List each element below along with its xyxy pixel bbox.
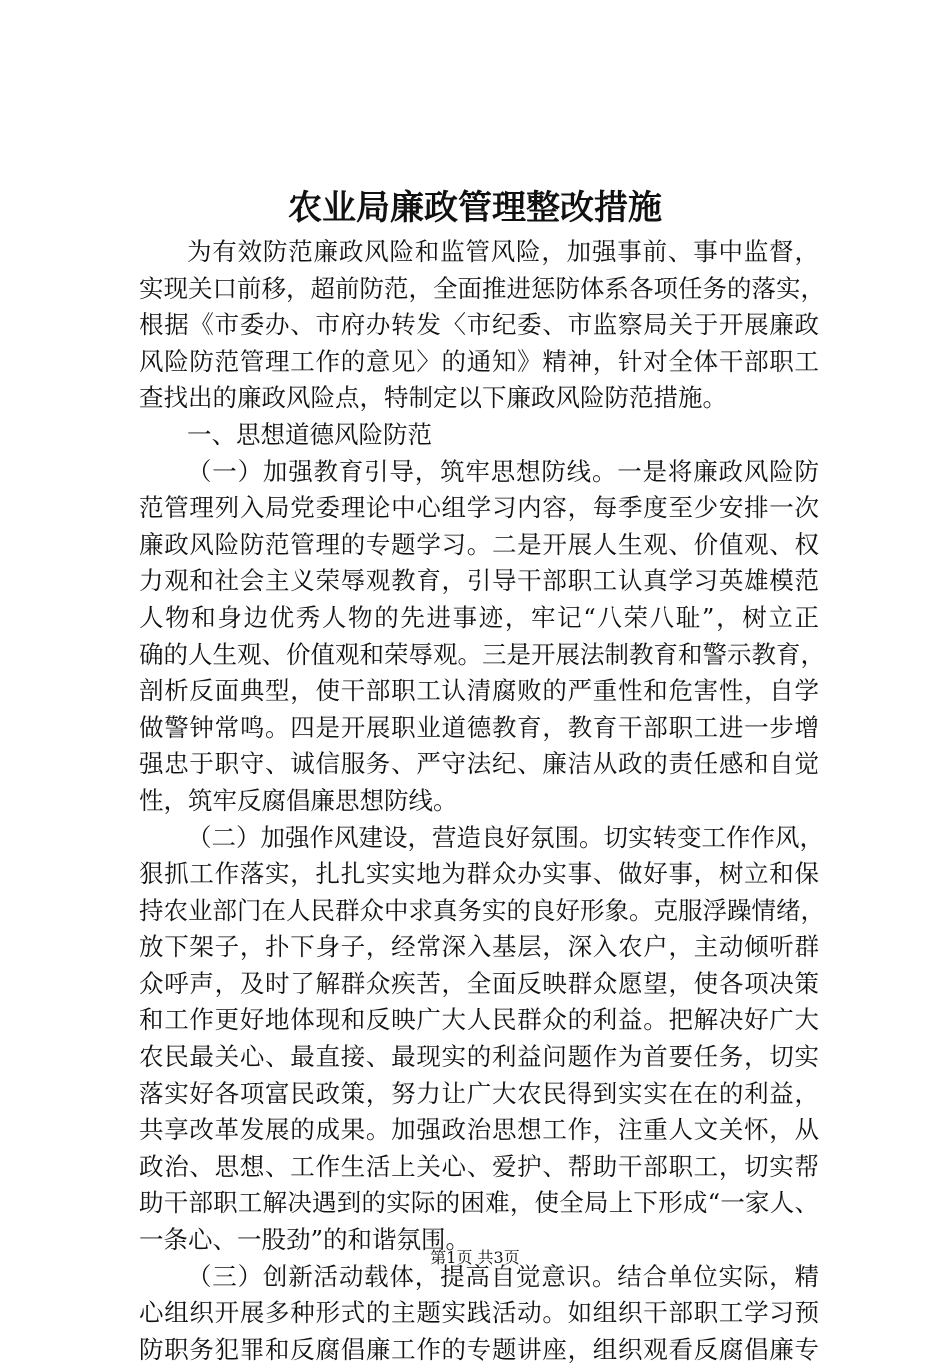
body-line: （一）加强教育引导，筑牢思想防线。一是将廉政风险防 bbox=[187, 456, 819, 486]
body-line: 力观和社会主义荣辱观教育，引导干部职工认真学习英雄模范 bbox=[139, 566, 819, 596]
document-title: 农业局廉政管理整改措施 bbox=[288, 188, 662, 228]
body-line: 风险防范管理工作的意见〉的通知》精神，针对全体干部职工 bbox=[139, 346, 819, 376]
body-line: 为有效防范廉政风险和监管风险，加强事前、事中监督， bbox=[187, 237, 819, 266]
body-line: 助干部职工解决遇到的实际的困难，使全局上下形成“一家人、 bbox=[139, 1188, 819, 1218]
body-line: 农民最关心、最直接、最现实的利益问题作为首要任务，切实 bbox=[139, 1042, 819, 1072]
body-line: 范管理列入局党委理论中心组学习内容，每季度至少安排一次 bbox=[139, 493, 819, 523]
body-line: （三）创新活动载体，提高自觉意识。结合单位实际，精 bbox=[187, 1261, 819, 1291]
document-body bbox=[139, 234, 825, 1368]
body-line: 和工作更好地体现和反映广大人民群众的利益。把解决好广大 bbox=[139, 1005, 819, 1035]
body-line: 廉政风险防范管理的专题学习。二是开展人生观、价值观、权 bbox=[139, 529, 819, 559]
body-line: 剖析反面典型，使干部职工认清腐败的严重性和危害性，自学 bbox=[139, 676, 819, 706]
body-line: 心组织开展多种形式的主题实践活动。如组织干部职工学习预 bbox=[139, 1298, 819, 1328]
body-line: 狠抓工作落实，扎扎实实地为群众办实事、做好事，树立和保 bbox=[139, 859, 819, 889]
body-line: 共享改革发展的成果。加强政治思想工作，注重人文关怀，从 bbox=[139, 1115, 819, 1145]
body-line: 放下架子，扑下身子，经常深入基层，深入农户，主动倾听群 bbox=[139, 932, 819, 962]
body-line: 根据《市委办、市府办转发〈市纪委、市监察局关于开展廉政 bbox=[139, 310, 819, 340]
body-line: 实现关口前移，超前防范，全面推进惩防体系各项任务的落实， bbox=[139, 273, 825, 303]
body-line: 强忠于职守、诚信服务、严守法纪、廉洁从政的责任感和自觉 bbox=[139, 749, 819, 779]
page-footer: 第1页 共3页 bbox=[430, 1248, 520, 1267]
body-line: 落实好各项富民政策，努力让广大农民得到实实在在的利益， bbox=[139, 1078, 819, 1108]
body-line: 查找出的廉政风险点，特制定以下廉政风险防范措施。 bbox=[139, 383, 727, 413]
body-line: 持农业部门在人民群众中求真务实的良好形象。克服浮躁情绪， bbox=[139, 895, 825, 925]
body-line: （二）加强作风建设，营造良好氛围。切实转变工作作风， bbox=[187, 822, 824, 852]
body-line: 防职务犯罪和反腐倡廉工作的专题讲座，组织观看反腐倡廉专 bbox=[139, 1334, 819, 1364]
body-line: 做警钟常鸣。四是开展职业道德教育，教育干部职工进一步增 bbox=[139, 712, 819, 742]
section-heading: 一、思想道德风险防范 bbox=[187, 419, 432, 449]
body-line: 一条心、一股劲”的和谐氛围。 bbox=[139, 1225, 471, 1255]
body-line: 政治、思想、工作生活上关心、爱护、帮助干部职工，切实帮 bbox=[139, 1151, 819, 1181]
body-line: 众呼声，及时了解群众疾苦，全面反映群众愿望，使各项决策 bbox=[139, 968, 819, 998]
body-line: 人物和身边优秀人物的先进事迹，牢记“八荣八耻”，树立正 bbox=[139, 602, 819, 632]
body-line: 确的人生观、价值观和荣辱观。三是开展法制教育和警示教育， bbox=[139, 639, 825, 669]
body-line: 性，筑牢反腐倡廉思想防线。 bbox=[139, 785, 458, 815]
